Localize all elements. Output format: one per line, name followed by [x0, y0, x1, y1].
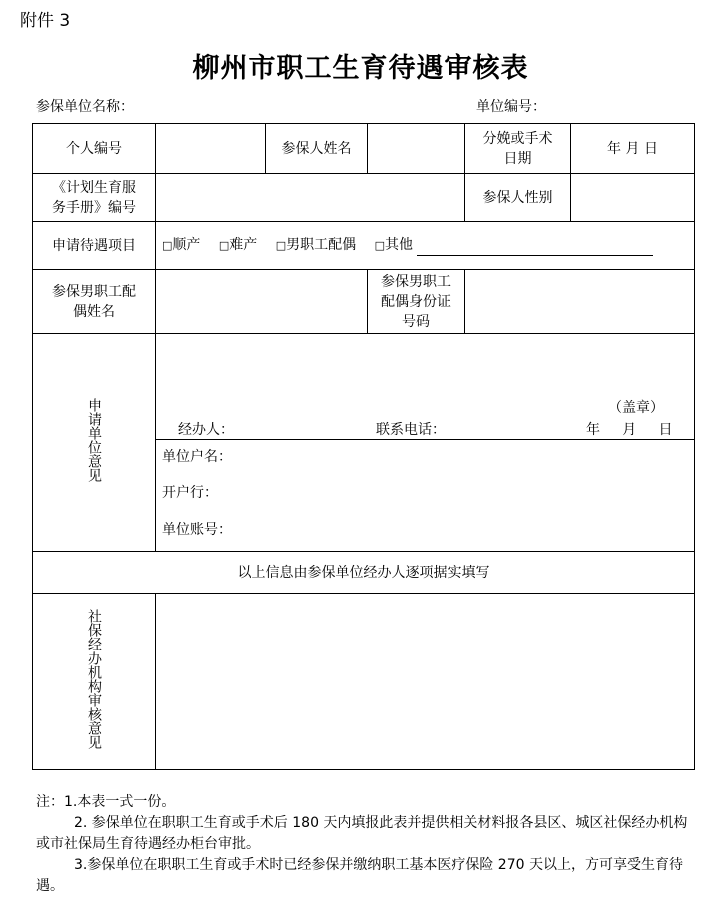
attachment-label: 附件 3: [20, 11, 71, 31]
employer-opinion-label: 申请单位意见: [86, 397, 102, 482]
benefit-label: 申请待遇项目: [33, 222, 156, 270]
insured-gender-label: 参保人性别: [465, 174, 571, 222]
personal-id-label: 个人编号: [33, 124, 156, 174]
note-line-1: 注：1.本表一式一份。: [36, 794, 176, 810]
birth-date-field[interactable]: 年 月 日: [571, 124, 695, 174]
note-line-3: 3.参保单位在职职工生育或手术时已经参保并缴纳职工基本医疗保险 270 天以上，方可享受生育待遇。: [36, 857, 683, 894]
spouse-id-label: 参保男职工 配偶身份证 号码: [368, 270, 465, 334]
personal-id-field[interactable]: [156, 124, 266, 174]
opinion-date: 年 月 日: [586, 422, 673, 438]
handbook-field[interactable]: [156, 174, 465, 222]
employer-code-label: 单位编号：: [476, 99, 546, 115]
checkbox-icon[interactable]: □: [218, 239, 230, 252]
account-name-label: 单位户名：: [162, 449, 232, 465]
note-line-2: 2. 参保单位在职职工生育或手术后 180 天内填报此表并提供相关材料报各县区、城区社保经办机构或市社保局生育待遇经办柜台审批。: [36, 815, 688, 852]
option-normal-birth[interactable]: □顺产: [162, 237, 201, 253]
handbook-label: 《计划生育服 务手册》编号: [33, 174, 156, 222]
account-no-label: 单位账号：: [162, 522, 232, 538]
birth-date-label: 分娩或手术 日期: [465, 124, 571, 174]
checkbox-icon[interactable]: □: [162, 239, 173, 252]
benefit-options: [156, 222, 695, 270]
other-underline[interactable]: [417, 239, 653, 256]
spouse-name-label: 参保男职工配 偶姓名: [33, 270, 156, 334]
phone-label: 联系电话：: [376, 422, 446, 438]
seal-label: （盖章）: [608, 400, 664, 416]
agency-opinion-label: 社保经办机构审核意见: [86, 608, 102, 749]
benefit-form-table: [32, 123, 695, 770]
spouse-id-field[interactable]: [465, 270, 695, 334]
insured-name-label: 参保人姓名: [266, 124, 368, 174]
employer-opinion-label-cell: [33, 334, 156, 552]
notes: [36, 792, 696, 897]
bank-info-field[interactable]: [156, 440, 695, 552]
agency-opinion-label-cell: [33, 594, 156, 770]
agency-opinion-field[interactable]: [156, 594, 695, 770]
page-title: 柳州市职工生育待遇审核表: [192, 53, 529, 84]
spouse-name-field[interactable]: [156, 270, 368, 334]
employer-name-label: 参保单位名称：: [36, 99, 134, 115]
option-difficult-birth[interactable]: □难产: [218, 237, 258, 253]
option-other[interactable]: □其他: [375, 237, 653, 253]
insured-name-field[interactable]: [368, 124, 465, 174]
employer-opinion-field[interactable]: [156, 334, 695, 440]
handler-label: 经办人：: [178, 422, 234, 438]
insured-gender-field[interactable]: [571, 174, 695, 222]
option-male-spouse[interactable]: □男职工配偶: [275, 237, 357, 253]
fill-note: 以上信息由参保单位经办人逐项据实填写: [33, 552, 695, 594]
checkbox-icon[interactable]: □: [275, 239, 287, 252]
checkbox-icon[interactable]: □: [374, 239, 385, 252]
bank-label: 开户行：: [162, 485, 218, 501]
